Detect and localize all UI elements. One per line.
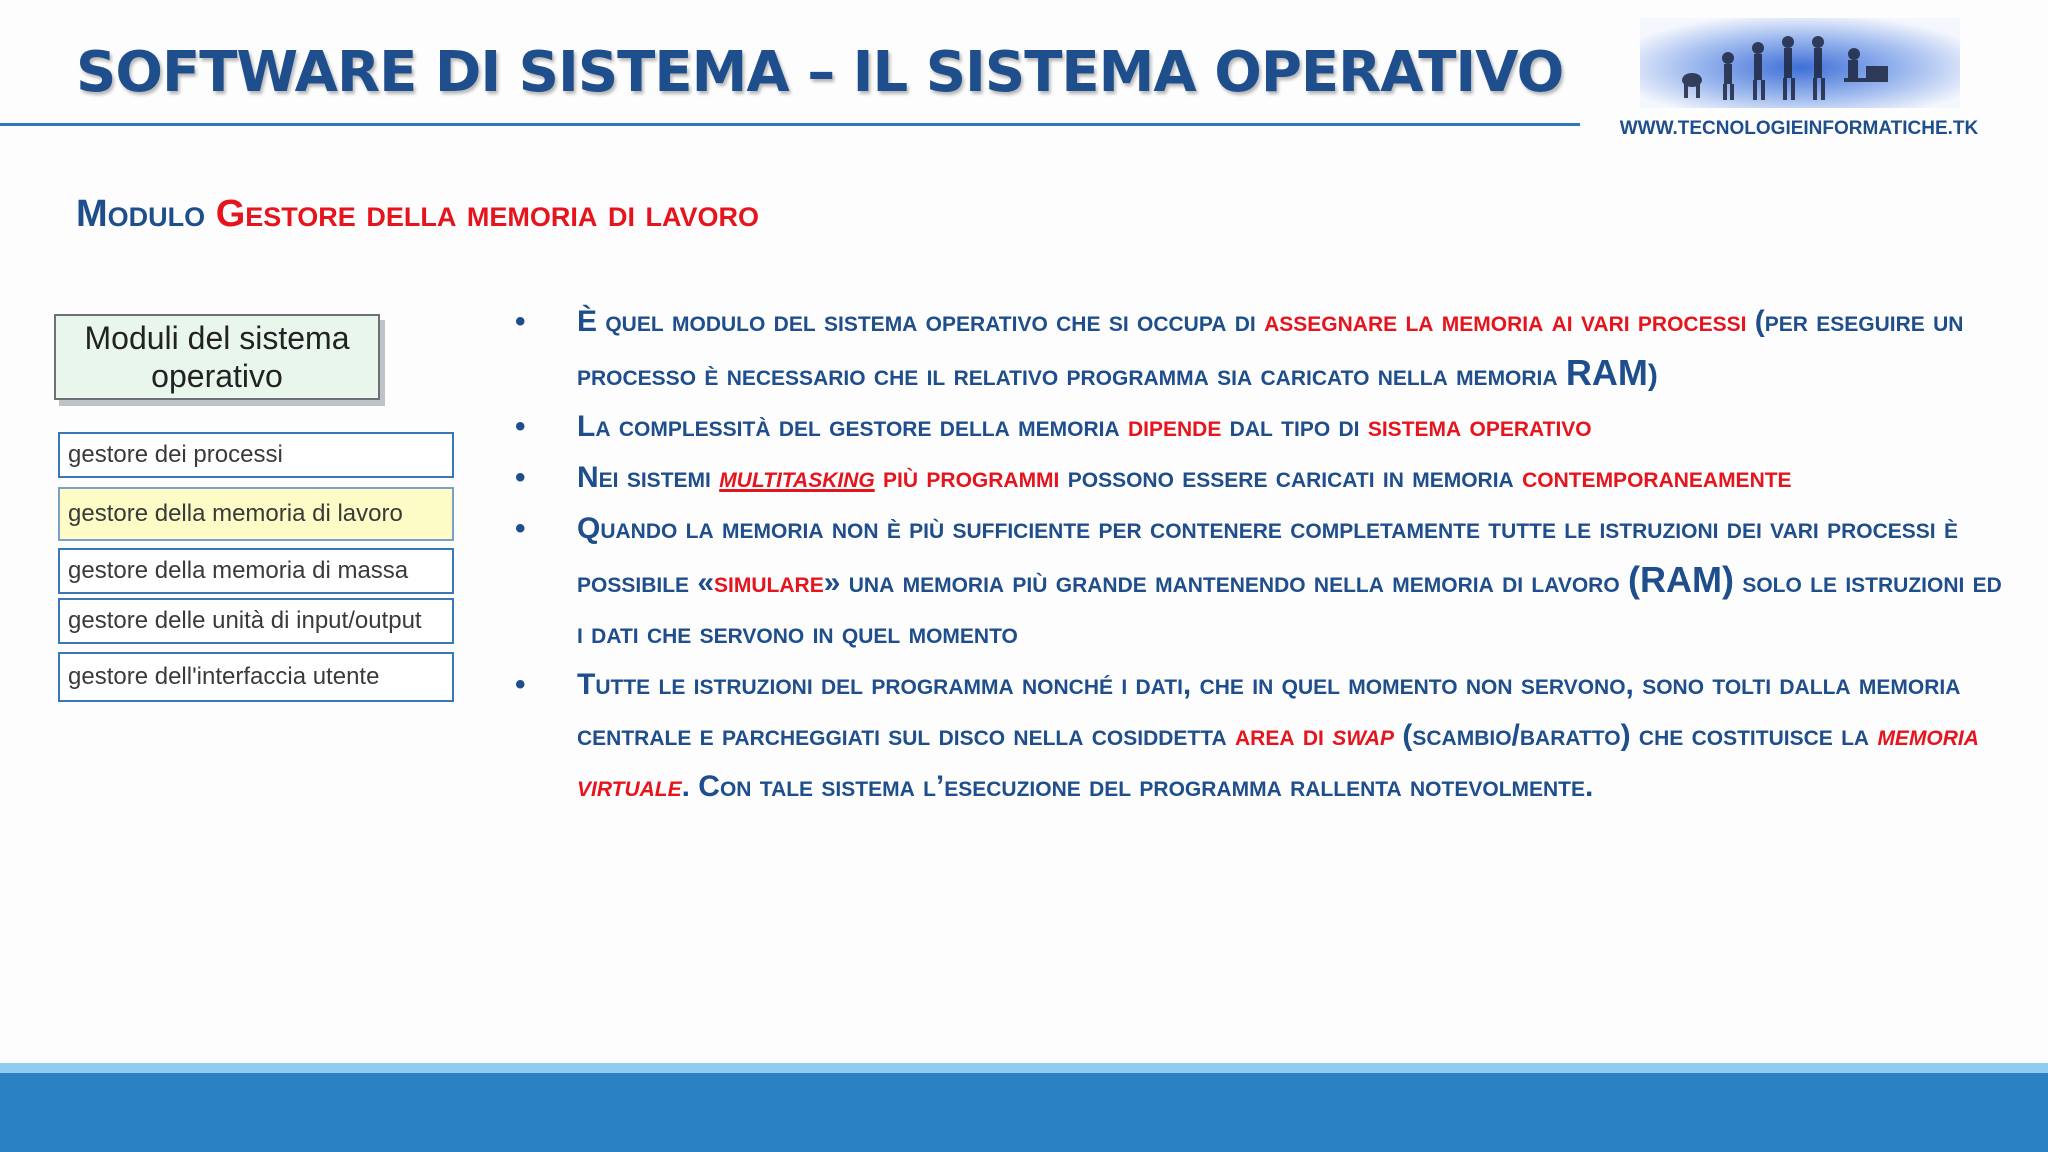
footer-band — [0, 1063, 2048, 1152]
bullet-text: (per eseguire un processo è necessario che il relativo programma sia caricato nella memoria — [577, 305, 1964, 392]
subtitle-highlight: Gestore della memoria di lavoro — [215, 193, 760, 235]
bullet-highlight: dipende — [1127, 410, 1222, 443]
bullet-highlight: simulare — [714, 566, 824, 599]
bullet-highlight: sistema operativo — [1367, 410, 1592, 443]
bullet-dot-icon: • — [515, 461, 526, 494]
bullet-dot-icon: • — [515, 668, 526, 701]
bullet-item — [515, 503, 2015, 659]
bullet-text: La complessità del gestore della memoria — [577, 410, 1128, 443]
site-url[interactable]: WWW.TECNOLOGIEINFORMATICHE.TK — [1619, 118, 1979, 139]
bullet-item — [515, 452, 2015, 503]
bullet-dot-icon: • — [515, 410, 526, 443]
bullet-dot-icon: • — [515, 305, 526, 338]
bullet-text: . Con tale sistema l’esecuzione del programma rallenta notevolmente. — [681, 770, 1594, 803]
bullet-highlight: assegnare la memoria ai vari processi — [1264, 305, 1747, 338]
bullet-text: Tutte le istruzioni del programma nonché i dati, che in quel momento non servono, sono tolti dalla memoria centrale e parcheggiati sul disco nella cosiddetta — [577, 668, 1961, 752]
bullet-item — [515, 296, 2015, 401]
bullet-text: (scambio/baratto) che costituisce la — [1394, 719, 1878, 752]
bullet-highlight: multitasking — [719, 461, 875, 494]
bullet-text: possono essere caricati in memoria — [1059, 461, 1523, 494]
bullet-dot-icon: • — [515, 512, 526, 545]
bullet-item — [515, 659, 2015, 812]
bullet-text: ) — [1647, 359, 1658, 392]
module-item: gestore dei processi — [58, 432, 454, 478]
section-subtitle — [76, 193, 759, 236]
bullet-highlight: memoria virtuale — [577, 719, 1979, 803]
bullet-text: solo le istruzioni ed i dati che servono in quel momento — [577, 566, 2002, 650]
bullet-text: (RAM) — [1628, 559, 1734, 600]
page-title: SOFTWARE DI SISTEMA – IL SISTEMA OPERATIVO — [76, 40, 1564, 105]
evolution-logo-icon — [1640, 18, 1960, 108]
bullet-highlight: swap — [1332, 719, 1395, 752]
module-item-active: gestore della memoria di lavoro — [58, 487, 454, 541]
bullet-list — [515, 296, 2015, 812]
bullet-text: dal tipo di — [1221, 410, 1368, 443]
module-item: gestore delle unità di input/output — [58, 598, 454, 644]
bullet-text: » una memoria più grande mantenendo nella memoria di lavoro — [823, 566, 1629, 599]
bullet-text: Quando la memoria non è più sufficiente per contenere completamente tutte le istruzioni dei vari processi è possibile « — [577, 512, 1958, 599]
bullet-text: È quel modulo del sistema operativo che si occupa di — [577, 305, 1265, 338]
bullet-item — [515, 401, 2015, 452]
bullet-highlight: contemporaneamente — [1522, 461, 1792, 494]
bullet-text: Nei sistemi — [577, 461, 720, 494]
bullet-text: RAM — [1565, 352, 1648, 393]
bullet-highlight: area di — [1235, 719, 1333, 752]
modules-panel-header: Moduli del sistema operativo — [54, 314, 380, 400]
module-item: gestore della memoria di massa — [58, 548, 454, 594]
subtitle-prefix: Modulo — [76, 193, 216, 235]
bullet-highlight: più programmi — [874, 461, 1060, 494]
title-underline — [0, 123, 1580, 126]
module-item: gestore dell'interfaccia utente — [58, 652, 454, 702]
